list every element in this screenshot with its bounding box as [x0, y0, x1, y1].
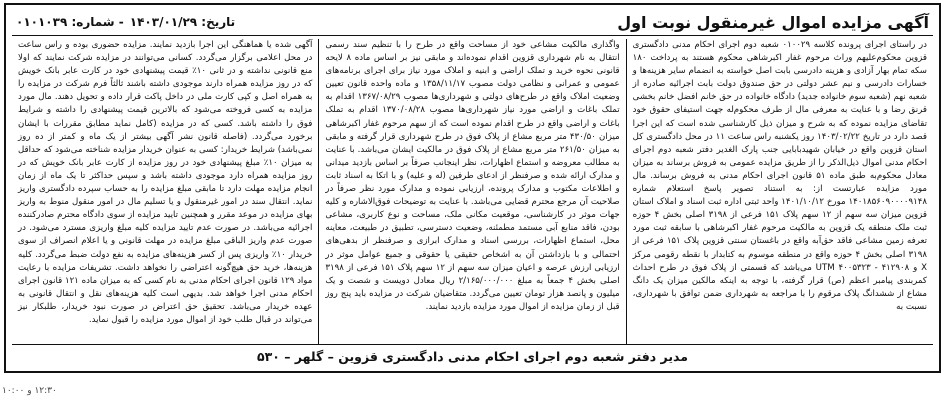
notice-number: - شماره: ۰۱۰۱۰۳۹ — [16, 15, 124, 29]
column-left: آگهی شده یا هماهنگی این اجرا بازدید نمایند. مزایده حضوری بوده و راس ساعت در محل اعلامی برگزار می‌گردد. کسانی می‌توانند در مزایده شرکت نمایند که اولا منع قانونی نداشته و در ثانی ۱۰٪ قیمت پیشنهادی خود در کارت عابر بانک خویش که در روز مزایده همراه دارند موجودی داشته باشند ثالثاً فرم شرکت در مزایده را به همراه اصل و کپی کارت ملی در داخل پاکت قرار داده و تحویل دهند. مال مورد مزایده به کسی فروخته می‌شود که بالاترین قیمت پیشنهادی را داشته و شرایط فوق را داشته باشد. کسی که در مزایده (کامل نماید مطابق مقررات با ایشان برخورد می‌گردد. (فاصله قانون نشر آگهی بیشتر از یک ماه و کمتر از ده روز نمی‌باشد) شرایط خریدار: کسی به عنوان خریدار مزایده شناخته می‌شود که حداقل به میزان ۱۰٪ مبلغ پیشنهادی خود در روز مزایده از کارت عابر بانک خویش که در روز مزایده همراه دارد موجودی داشته باشد و سپس حداکثر تا یک ماه از زمان انجام مزایده مهلت دارد تا مابقی مبلغ مزایده را به حساب سپرده دادگستری واریز نماید. انتقال سند در امور غیرمنقول و یا تسلیم مال در امور منقول منوط به واریز بهای مزایده در موعد مقرر و همچنین تایید مزایده از سوی دادگاه محترم صادرکننده اجرائیه می‌باشد. در صورت عدم تایید مزایده کلیه مبلغ واریزی مسترد می‌شود. در صورت عدم واریز الباقی مبلغ مزایده در مهلت قانونی و یا اعلام انصراف از سوی خریدار ۱۰٪ واریزی پس از کسر هزینه‌های مزایده به نفع دولت ضبط می‌گردد. کلیه هزینه‌ها، خرید حق هیچ‌گونه اعتراضی را نخواهد داشت. تشریفات مزایده با رعایت مواد ۱۲۹ قانون اجرای احکام مدنی به نام کسی که به میزان ماده ۱۲۱ قانون اجرای احکام مدنی اجرا خواهد شد. بدیهی است کلیه هزینه‌های نقل و انتقال قانونی به عهده خریدار می‌باشد. تحقیق حق اعتراض در صورت نبود خریدار، طلبکار نیز می‌تواند در قبال طلب خود از اموال مورد مزایده را قبول نماید. — [12, 39, 319, 344]
notice-body — [12, 39, 933, 344]
notice-title: آگهی مزایده اموال غیرمنقول نوبت اول — [617, 12, 929, 32]
column-right: در راستای اجرای پرونده کلاسه ۰۱۰۰۲۹ شعبه دوم اجرای احکام مدنی دادگستری قزوین محکوم‌علیهم وراث مرحوم غفار اکبرشاهی محکوم هستند به پرداخت ۱۸۰ سکه تمام بهار آزادی و هزینه دادرسی بابت اصل خواسته به انضمام سایر هزینه‌ها و خسارات دادرسی و نیم عشر دولتی در حق صندوق دولت بابت اجرائیه صادره از شعبه نهم (شعبه سوم خانواده جدید) دادگاه خانواده در حق خانم افضل خانم بخشی قرنق رضا و با عنایت به معرفی مال از طرف محکوم‌له جهت استیفای حقوق خود تقاضای مزایده نموده که به شرح و میزان ذیل کارشناسی شده است که این اجرا قصد دارد در تاریخ ۱۴۰۳/۰۲/۲۲ روز یکشنبه راس ساعت ۱۱ در محل دادگستری کل استان قزوین واقع در خیابان شهیدبابایی جنب پارک الغدیر دفتر شعبه دوم اجرای احکام مدنی اموال ذیل‌الذکر را از طریق مزایده عمومی به فروش برساند به میزان معادل محکوم‌به طبق ماده ۵۱ قانون اجرای احکام مدنی به فروش برساند. مال مورد مزایده عبارتست از: به استناد تصویر پاسخ استعلام شماره ۱۴۰۱۸۵۶۰۹۰۰۰۰۹۱۴۸ مورخ ۱۴۰۱/۱۰/۱۲ واحد ثبتی اداره ثبت اسناد و املاک استان قزوین میزان سه سهم از ۱۲ سهم پلاک ۱۵۱ فرعی از ۳۱۹۸ اصلی بخش ۴ حوزه ثبت ملک منطقه یک قزوین به مالکیت مرحوم غفار اکبرشاهی با سابقه ثبت مورد تعرفه زمین مشاعی فاقد حق‌آبه واقع در باغستان سنتی قزوین پلاک ۱۵۱ فرعی از ۳۱۹۸ اصلی بخش ۴ حوزه واقع در منطقه موسوم به کتابدار با نقطه رقومی مرکز X و ۴۱۲۹۰۸ - ۴۰۰۵۳۲۳ UTM می‌باشد که قسمتی از پلاک فوق در طرح احداث کمربندی پیامبر اعظم (ص) قرار گرفته، با توجه به اینکه مالکین میزان یک دانگ مشاع از ششدانگ پلاک مرقوم را با مراجعه به شهرداری ضمن توافق با شهرداری، نسبت به — [632, 40, 927, 312]
notice-frame — [4, 3, 941, 373]
notice-meta — [16, 15, 235, 29]
column-middle: واگذاری مالکیت مشاعی خود از مساحت واقع در طرح را با تنظیم سند رسمی انتقال به نام شهرداری قزوین اقدام نموده‌اند و مابقی نیز بر اساس ماده ۸ لایحه قانونی نحوه خرید و تملک اراضی و ابنیه و املاک مورد نیاز برای اجرای برنامه‌های عمومی و عمرانی و نظامی دولت مصوب ۱۳۵۸/۱۱/۱۷ و ماده واحده قانون تعیین وضعیت املاک واقع در طرح‌های دولتی و شهرداری‌ها مصوب ۱۳۶۷/۰۸/۲۹ اقدام به تملک باغات و اراضی مورد نیاز شهرداری‌ها مصوب ۱۳۷۰/۰۸/۲۸ اقدام به تملک باغات و اراضی واقع در طرح اقدام نموده است که از سهم مرحوم غفار اکبرشاهی میزان ۴۳۰/۵۰ متر مربع مشاع از پلاک فوق در طرح شهرداری قرار گرفته و مابقی به میزان ۲۶۱/۵۰ متر مربع مشاع از پلاک فوق در مالکیت ایشان می‌باشد. با عنایت به مطالب معروضه و استماع اظهارات، نظر اینجانب صرفاً بر اساس بازدید میدانی و مدارک ارائه شده و صرفنظر از ادعای طرفین (له و علیه) و با اتکا به اسناد ثابت و اطلاعات مکتوب و مدارک پرونده، ارزیابی نموده و مدارک مورد نظر صرفاً در صلاحیت آن مرجع محترم قضایی می‌باشد. با عنایت به توضیحات فوق‌الاشاره و کلیه جهات موثر در کارشناسی، موقعیت مکانی ملک، مساحت و نوع کاربری، مشاعی بودن، فاقد منابع آبی مستمد مطمئنه، وضعیت دسترسی، تطبیق در طبیعت، معاینه محل، استماع اظهارات، بررسی اسناد و مدارک ابرازی و صرفنظر از بدهی‌های احتمالی و با بازداشتن آن به اشخاص حقیقی یا حقوقی و جمیع عوامل موثر در ارزیابی ارزش عرصه و اعیان میزان سه سهم از ۱۲ سهم پلاک ۱۵۱ فرعی از ۳۱۹۸ اصلی بخش ۴ جمعاً به مبلغ ۲/۱۶۵/۰۰۰/۰۰۰ ریال معادل دویست و شصت و یک میلیون و پانصد هزار تومان تعیین می‌گردد. متقاضیان شرکت در مزایده باید پنج روز قبل از زمان مزایده از اموال مورد مزایده بازدید نمایند. — [319, 39, 626, 344]
notice-date: تاریخ: ۱۴۰۳/۰۱/۲۹ — [129, 15, 236, 29]
notice-footer-signature: مدیر دفتر شعبه دوم اجرای احکام مدنی دادگستری قزوین – گلهر – ۵۳۰ — [12, 344, 933, 367]
notice-header — [12, 9, 933, 36]
bottom-strip-text: ۱۲:۳۰ و ۱۰:۰۰ — [2, 386, 57, 396]
